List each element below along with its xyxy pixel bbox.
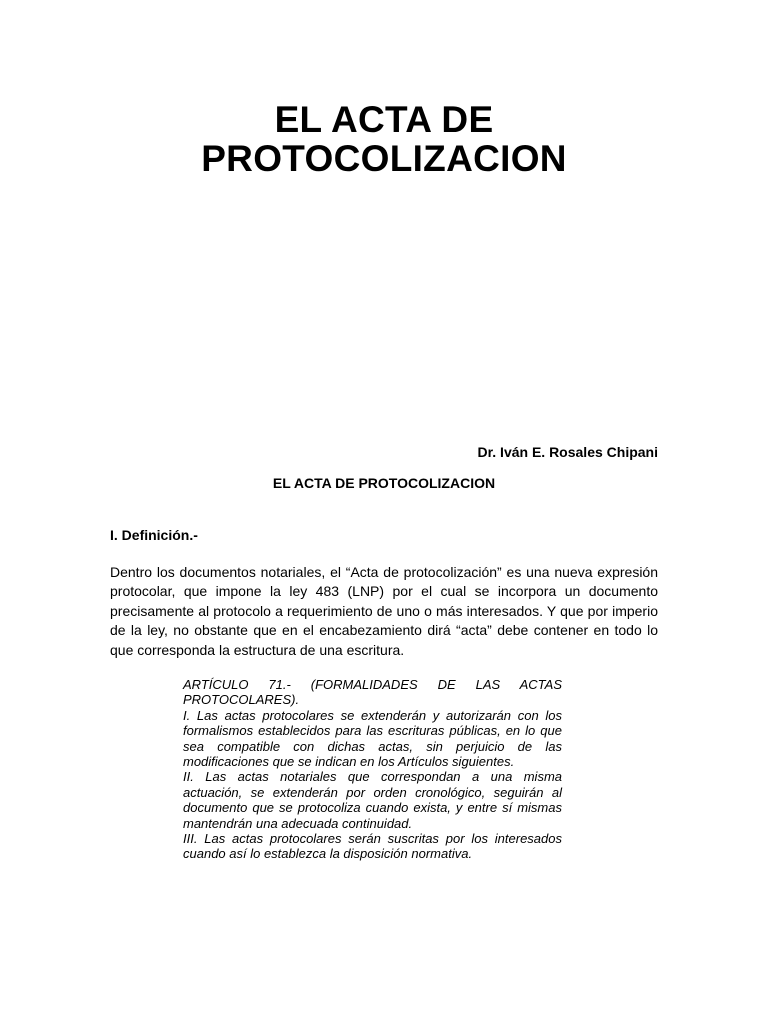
author-name: Dr. Iván E. Rosales Chipani <box>477 444 658 460</box>
cover-title-line-2: PROTOCOLIZACION <box>201 138 567 179</box>
article-clause-3: III. Las actas protocolares serán suscritas por los interesados cuando así lo establezca la disposición normativa. <box>183 831 562 862</box>
article-clause-1: I. Las actas protocolares se extenderán y autorizarán con los formalismos establecidos para las escrituras públicas, en lo que sea compatible con dichas actas, sin perjuicio de las modificaciones que se indican en los Artículos siguientes. <box>183 707 562 770</box>
definition-heading: I. Definición.- <box>110 527 198 543</box>
article-clause-2: II. Las actas notariales que correspondan a una misma actuación, se extenderán por orden cronológico, seguirán al documento que se protocoliza cuando exista, y entre sí mismas mantendrán una adecuada continuidad. <box>183 769 562 831</box>
definition-paragraph: Dentro los documentos notariales, el “Acta de protocolización” es una nueva expresión protocolar, que impone la ley 483 (LNP) por el cual se incorpora un documento precisamente al protocolo a requerimiento de uno o más interesados. Y que por imperio de la ley, no obstante que en el encabezamiento dirá “acta” debe contener en todo lo que corresponda la estructura de una escritura. <box>110 564 658 658</box>
article-quote <box>183 677 562 862</box>
cover-title-line-1: EL ACTA DE <box>274 99 494 140</box>
cover-title <box>0 100 768 178</box>
section-title: EL ACTA DE PROTOCOLIZACION <box>272 475 496 491</box>
article-title: ARTÍCULO 71.- (FORMALIDADES DE LAS ACTAS PROTOCOLARES). <box>183 677 562 708</box>
